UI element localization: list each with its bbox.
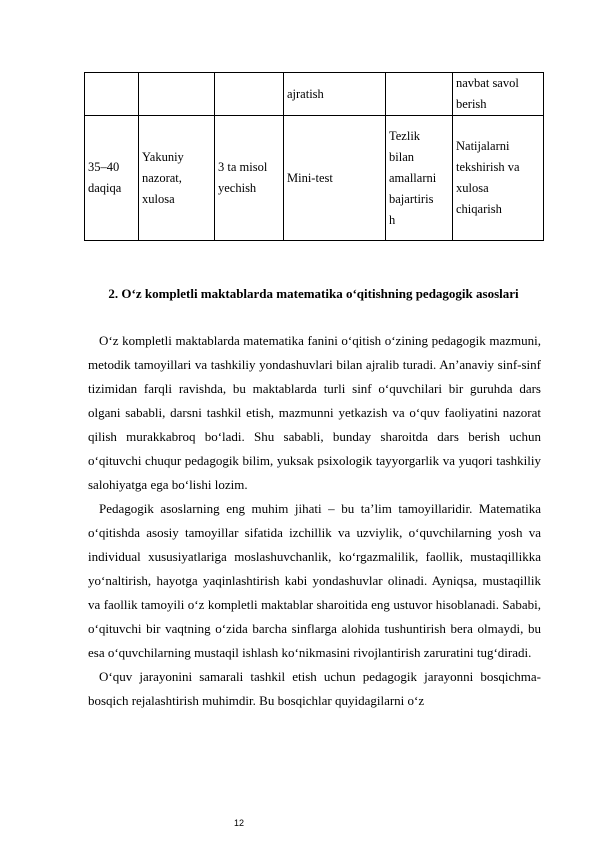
- table-cell: Natijalarni tekshirish va xulosa chiqarish: [453, 116, 544, 241]
- table-cell: navbat savol berish: [453, 73, 544, 116]
- lesson-plan-table: [84, 72, 544, 241]
- table-cell: [85, 73, 139, 116]
- paragraph: Pedagogik asoslarning eng muhim jihati – bu ta’lim tamoyillaridir. Matematika o‘qitishda asosiy tamoyillar sifatida izchillik va uzviylik, o‘quvchilarning yosh va individual xususiyatlariga moslashuvchanlik, ko‘rgazmalilik, faollik, mustaqillikka yo‘naltirish, hayotga yaqinlashtirish kabi yondashuvlar olinadi. Ayniqsa, mustaqillik va faollik tamoyili o‘z kompletli maktablar sharoitida eng ustuvor hisoblanadi. Sababi, o‘qituvchi bir vaqtning o‘zida barcha sinflarga alohida tushuntirish bera olmaydi, bu esa o‘quvchilarning mustaqil ishlash ko‘nikmasini rivojlantirish zaruratini tug‘diradi.: [88, 501, 541, 660]
- table-row: [85, 73, 544, 116]
- section-heading: 2. O‘z kompletli maktablarda matematika o‘qitishning pedagogik asoslari: [108, 286, 519, 301]
- table-cell: [386, 73, 453, 116]
- paragraph: O‘quv jarayonini samarali tashkil etish uchun pedagogik jarayonni bosqichma-bosqich rejalashtirish muhimdir. Bu bosqichlar quyidagilarni o‘z: [88, 669, 541, 708]
- table-cell: 3 ta misol yechish: [215, 116, 284, 241]
- table-cell: Tezlik bilan amallarni bajartiris h: [386, 116, 453, 241]
- table-cell: Yakuniy nazorat, xulosa: [139, 116, 215, 241]
- section-body: [88, 329, 541, 713]
- table-cell: 35–40 daqiqa: [85, 116, 139, 241]
- table-cell: ajratish: [284, 73, 386, 116]
- table-row: [85, 116, 544, 241]
- page-number: 12: [233, 818, 244, 828]
- table-cell: [215, 73, 284, 116]
- table-cell: [139, 73, 215, 116]
- paragraph: O‘z kompletli maktablarda matematika fanini o‘qitish o‘zining pedagogik mazmuni, metodik tamoyillari va tashkiliy yondashuvlari bilan ajralib turadi. An’anaviy sinf-sinf tizimidan farqli ravishda, bu maktablarda turli sinf o‘quvchilari bir guruhda dars olgani sababli, darsni tashkil etish, mazmunni yetkazish va o‘quv faoliyatini nazorat qilish murakkabroq bo‘ladi. Shu sababli, bunday sharoitda dars berish uchun o‘qituvchi chuqur pedagogik bilim, yuksak psixologik tayyorgarlik va yuqori tashkiliy salohiyatga ega bo‘lishi lozim.: [88, 333, 541, 492]
- table-cell: Mini-test: [284, 116, 386, 241]
